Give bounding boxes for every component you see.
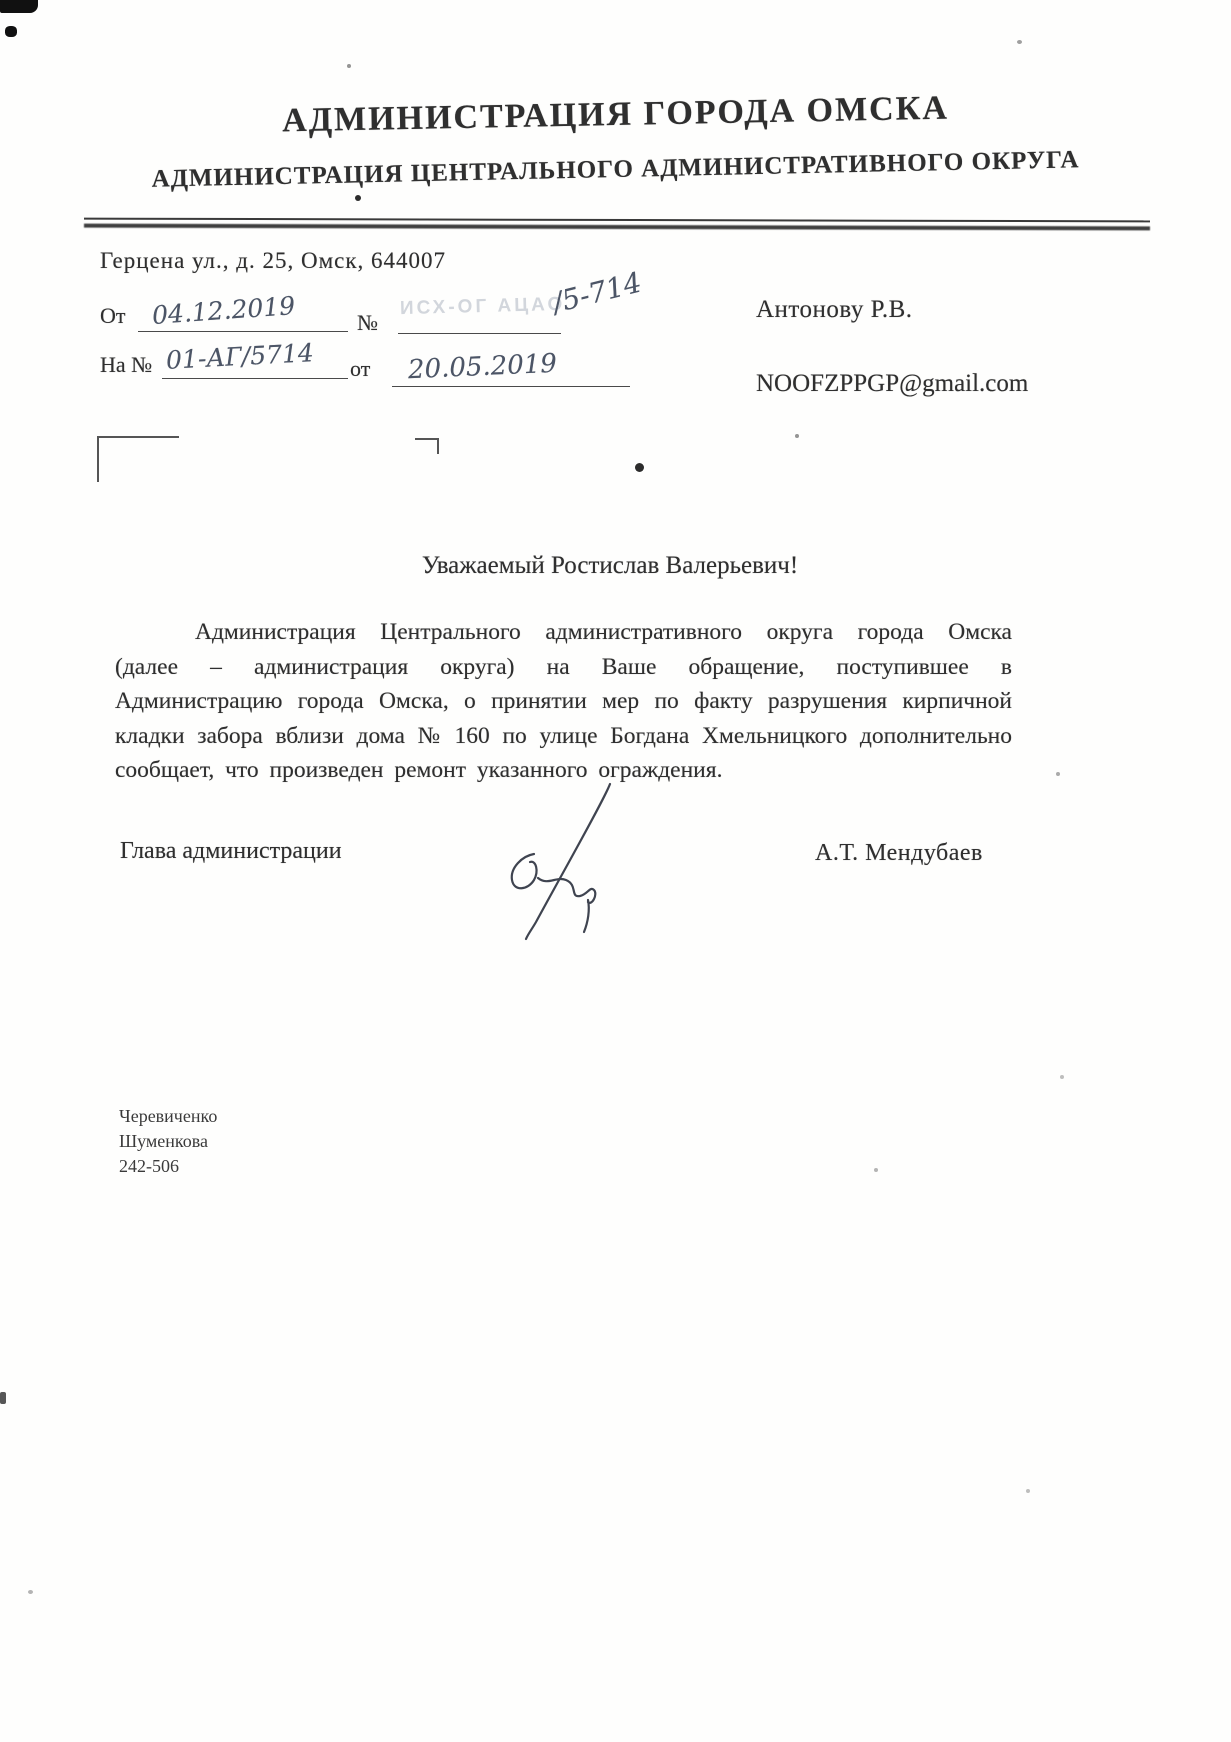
scan-speck — [1017, 40, 1022, 44]
scan-speck — [1056, 772, 1060, 776]
scan-speck — [795, 434, 799, 438]
scan-speck — [28, 1590, 33, 1594]
ink-dot — [635, 463, 644, 472]
scan-speck — [874, 1168, 878, 1172]
ref-reply-date-handwritten: 20.05.2019 — [407, 348, 558, 386]
executor-name-2: Шуменкова — [119, 1131, 209, 1151]
executor-name-1: Черевиченко — [119, 1106, 218, 1126]
scan-speck — [1026, 1489, 1030, 1493]
signer-position-title: Глава администрации — [120, 838, 342, 864]
scan-speck — [355, 195, 361, 201]
scan-artifact — [0, 0, 38, 13]
ref-from-date-handwritten: 04.12.2019 — [151, 291, 296, 330]
letterhead-divider-rule — [84, 218, 1150, 232]
ref-no-label: № — [357, 310, 378, 335]
ref-reply-from-label: от — [350, 356, 371, 381]
scan-artifact — [5, 26, 17, 37]
sender-address-line: Герцена ул., д. 25, Омск, 644007 — [100, 248, 447, 273]
ref-from-label: От — [100, 303, 126, 328]
letterhead-org-line1: АДМИНИСТРАЦИЯ ГОРОДА ОМСКА — [281, 89, 950, 140]
recipient-name: Антонову Р.В. — [756, 296, 913, 323]
signature-stroke — [492, 782, 642, 942]
scan-speck — [1060, 1075, 1064, 1079]
executors-block — [119, 1104, 217, 1179]
ref-no-stamp-faint: ИСХ-ОГ АЦАО — [399, 293, 566, 320]
body-paragraph: Администрация Центрального административного округа города Омска (далее – администрация округа) на Ваше обращение, поступившее в Администрацию города Омска, о принятии мер по факту разрушения кирпичной кладки забора вблизи дома № 160 по улице Богдана Хмельницкого дополнительно сообщает, что произведен ремонт указанного ограждения. — [115, 619, 1012, 783]
recipient-email: NOOFZPPGP@gmail.com — [756, 370, 1029, 397]
address-zone-bracket-right — [415, 438, 439, 454]
handwritten-signature — [492, 782, 642, 947]
salutation-line: Уважаемый Ростислав Валерьевич! — [421, 552, 799, 579]
ref-no-suffix-handwritten: /5-714 — [549, 265, 645, 320]
ref-reply-no-handwritten: 01-АГ/5714 — [165, 338, 315, 375]
address-zone-bracket-left — [97, 436, 179, 482]
signer-name: А.Т. Мендубаев — [815, 840, 983, 866]
letterhead-org-line2: АДМИНИСТРАЦИЯ ЦЕНТРАЛЬНОГО АДМИНИСТРАТИВНОГО ОКРУГА — [151, 146, 1080, 193]
scan-speck — [347, 64, 351, 68]
scan-artifact — [0, 1392, 6, 1404]
executor-phone: 242-506 — [119, 1156, 179, 1176]
ref-reply-label: На № — [100, 352, 153, 377]
